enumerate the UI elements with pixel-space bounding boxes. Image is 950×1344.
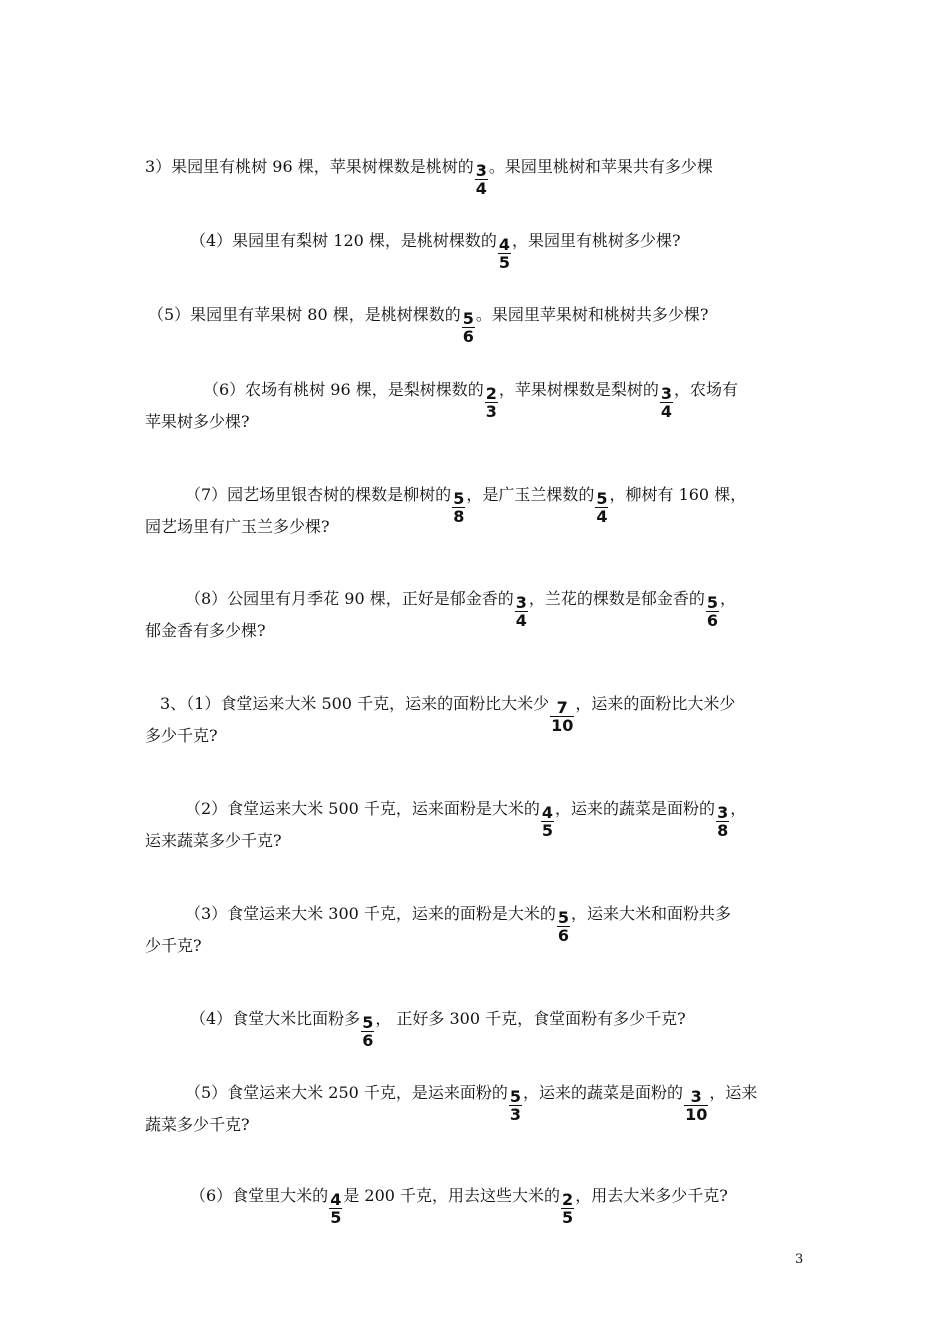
problem-line-s3-5b	[145, 1115, 250, 1135]
fraction	[515, 594, 528, 629]
fraction-denominator: 5	[330, 1208, 342, 1227]
fraction-numerator: 5	[706, 593, 719, 612]
problem-text: 。果园里桃树和苹果共有多少棵	[488, 157, 713, 176]
fraction-numerator: 4	[498, 235, 511, 254]
fraction-denominator: 5	[562, 1208, 574, 1227]
problem-text: （8）公园里有月季花 90 棵，正好是郁金香的	[185, 589, 514, 608]
problem-text: ，柳树有 160 棵，	[609, 485, 747, 504]
fraction	[595, 490, 608, 525]
problem-text: 运来蔬菜多少千克?	[145, 831, 282, 850]
fraction	[541, 804, 554, 839]
fraction-denominator: 4	[660, 402, 673, 421]
fraction-denominator: 6	[706, 611, 719, 630]
problem-line-p7b	[145, 517, 330, 537]
fraction-denominator: 5	[498, 253, 511, 272]
problem-text: （3）食堂运来大米 300 千克，运来的面粉是大米的	[185, 904, 556, 923]
fraction-numerator: 5	[509, 1087, 522, 1106]
fraction-denominator: 3	[509, 1105, 522, 1124]
fraction-numerator: 3	[717, 803, 729, 822]
problem-text: 郁金香有多少棵?	[145, 621, 266, 640]
fraction-numerator: 3	[660, 384, 673, 403]
problem-text: 少千克?	[145, 936, 202, 955]
fraction-denominator: 4	[596, 507, 608, 526]
problem-line-p6b	[145, 412, 250, 432]
fraction-numerator: 5	[596, 489, 608, 508]
fraction	[684, 1088, 708, 1123]
problem-text: ，	[720, 589, 737, 608]
fraction-denominator: 6	[557, 926, 570, 945]
fraction-denominator: 5	[541, 821, 554, 840]
problem-text: ，用去大米多少千克?	[575, 1186, 728, 1205]
fraction-numerator: 5	[462, 309, 474, 328]
fraction	[509, 1088, 522, 1123]
fraction-numerator: 5	[557, 908, 570, 927]
fraction	[452, 490, 465, 525]
fraction	[716, 804, 729, 839]
fraction-numerator: 4	[330, 1190, 342, 1209]
fraction-numerator: 7	[556, 698, 568, 717]
problem-text: 园艺场里有广玉兰多少棵?	[145, 517, 330, 536]
fraction	[557, 909, 570, 944]
fraction	[498, 236, 511, 271]
problem-line-s3-6	[190, 1186, 728, 1226]
problem-text: （2）食堂运来大米 500 千克，运来面粉是大米的	[185, 799, 540, 818]
fraction-numerator: 3	[475, 161, 487, 180]
problem-line-s3-1b	[145, 726, 218, 746]
problem-text: 3）果园里有桃树 96 棵，苹果树棵数是桃树的	[145, 157, 474, 176]
fraction-denominator: 8	[717, 821, 729, 840]
fraction	[550, 699, 574, 734]
problem-line-s3-2b	[145, 831, 282, 851]
fraction	[485, 385, 498, 420]
problem-text: 多少千克?	[145, 726, 218, 745]
fraction-numerator: 5	[453, 489, 465, 508]
problem-text: （5）果园里有苹果树 80 棵，是桃树棵数的	[148, 305, 461, 324]
problem-text: ，农场有	[674, 380, 739, 399]
problem-text: （4）食堂大米比面粉多	[190, 1009, 361, 1028]
problem-text: ，是广玉兰棵数的	[466, 485, 595, 504]
problem-line-p3	[145, 157, 713, 197]
problem-text: ，苹果树棵数是梨树的	[498, 380, 659, 399]
problem-text: （6）农场有桃树 96 棵，是梨树棵数的	[203, 380, 484, 399]
problem-text: ，	[730, 799, 747, 818]
fraction	[475, 162, 488, 197]
problem-line-s3-3b	[145, 936, 202, 956]
problem-text: （7）园艺场里银杏树的棵数是柳树的	[185, 485, 452, 504]
problem-text: （5）食堂运来大米 250 千克，是运来面粉的	[185, 1083, 508, 1102]
problem-text: ，运来大米和面粉共多	[571, 904, 732, 923]
problem-line-s3-4	[190, 1009, 686, 1049]
problem-text: 是 200 千克，用去这些大米的	[343, 1186, 561, 1205]
fraction	[329, 1191, 342, 1226]
problem-text: ，运来的面粉比大米少	[575, 694, 736, 713]
page-number: 3	[795, 1252, 804, 1267]
problem-text: ， 正好多 300 千克，食堂面粉有多少千克?	[375, 1009, 686, 1028]
fraction-denominator: 10	[685, 1105, 708, 1124]
problem-line-s3-1a	[160, 694, 735, 734]
problem-line-p4	[190, 231, 681, 271]
fraction-numerator: 2	[562, 1190, 574, 1209]
problem-text: ，果园里有桃树多少棵?	[512, 231, 681, 250]
fraction-denominator: 6	[362, 1031, 374, 1050]
problem-line-s3-5a	[185, 1083, 757, 1123]
fraction	[706, 594, 719, 629]
fraction-numerator: 3	[515, 593, 527, 612]
problem-text: 苹果树多少棵?	[145, 412, 250, 431]
fraction-denominator: 10	[551, 716, 574, 735]
fraction-denominator: 6	[462, 327, 474, 346]
fraction-numerator: 5	[362, 1013, 374, 1032]
fraction	[660, 385, 673, 420]
problem-text: ，兰花的棵数是郁金香的	[528, 589, 705, 608]
fraction-denominator: 8	[453, 507, 465, 526]
fraction-numerator: 2	[485, 384, 497, 403]
fraction-denominator: 4	[515, 611, 527, 630]
fraction-numerator: 3	[690, 1087, 702, 1106]
fraction	[561, 1191, 574, 1226]
fraction-denominator: 4	[475, 179, 487, 198]
fraction	[462, 310, 475, 345]
problem-text: 3、（1）食堂运来大米 500 千克，运来的面粉比大米少	[160, 694, 550, 713]
fraction-numerator: 4	[541, 803, 554, 822]
fraction	[361, 1014, 374, 1049]
problem-line-p6a	[203, 380, 738, 420]
problem-text: 。果园里苹果树和桃树共多少棵?	[475, 305, 709, 324]
problem-line-p5	[148, 305, 708, 345]
problem-text: ，运来的蔬菜是面粉的	[523, 1083, 684, 1102]
problem-text: （6）食堂里大米的	[190, 1186, 329, 1205]
problem-line-s3-3a	[185, 904, 731, 944]
problem-line-p8a	[185, 589, 736, 629]
problem-text: ，运来的蔬菜是面粉的	[555, 799, 716, 818]
problem-text: ，运来	[709, 1083, 758, 1102]
fraction-denominator: 3	[485, 402, 497, 421]
problem-line-p8b	[145, 621, 266, 641]
problem-text: 蔬菜多少千克?	[145, 1115, 250, 1134]
problem-text: （4）果园里有梨树 120 棵，是桃树棵数的	[190, 231, 497, 250]
